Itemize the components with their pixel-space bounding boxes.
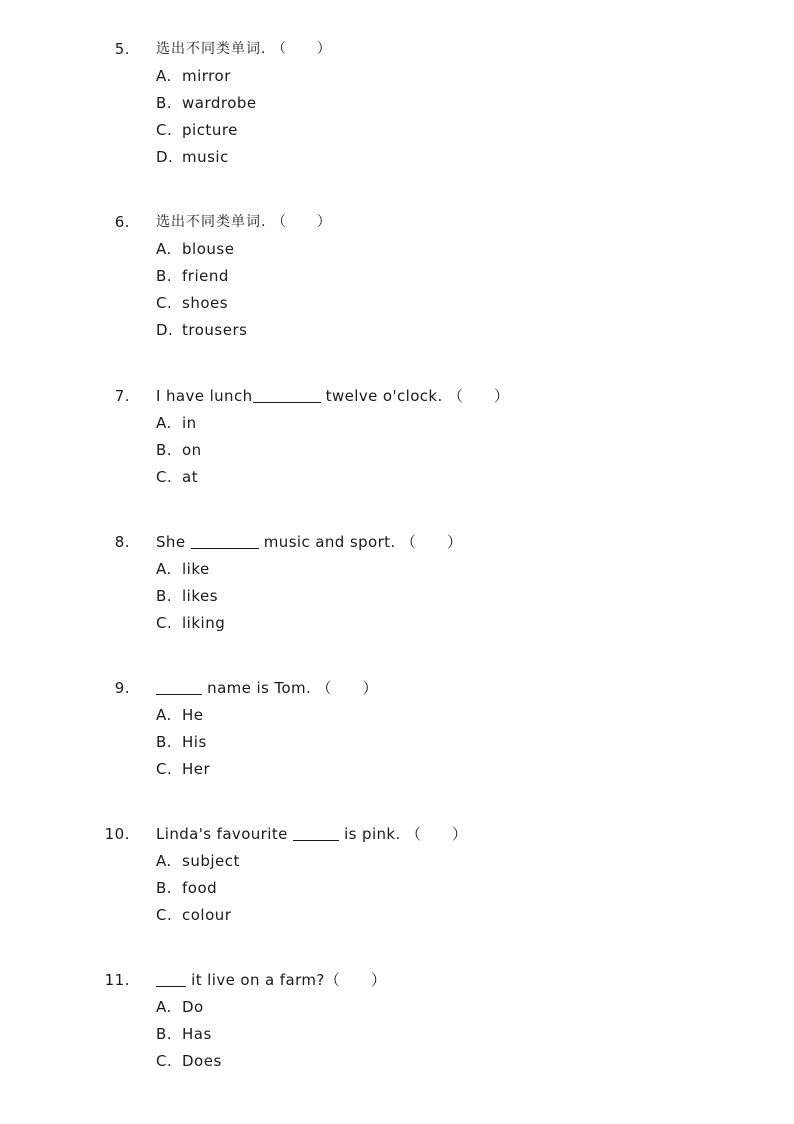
option-a[interactable] (0, 702, 794, 729)
option-letter: B. (156, 267, 173, 285)
option-letter: C. (156, 294, 173, 312)
option-text: mirror (182, 67, 231, 85)
prompt-text: 选出不同类单词. (156, 41, 267, 57)
option-a[interactable] (0, 848, 794, 875)
answer-parentheses[interactable]: （ ） (316, 679, 378, 697)
option-text: in (182, 414, 197, 432)
question-stem (0, 529, 794, 556)
question-stem (0, 383, 794, 410)
prompt-text-after: music and sport. (258, 533, 396, 551)
option-b[interactable] (0, 90, 794, 117)
option-letter: A. (156, 67, 172, 85)
question-number: 7. (114, 387, 130, 405)
option-a[interactable] (0, 994, 794, 1021)
option-text: picture (182, 121, 238, 139)
answer-parentheses[interactable]: （ ） (324, 971, 387, 989)
prompt-text: 选出不同类单词. (156, 214, 267, 230)
option-letter: B. (156, 587, 173, 605)
question-stem (0, 36, 794, 63)
answer-blank[interactable] (156, 679, 202, 695)
question-prompt (156, 675, 378, 702)
question-stem (0, 675, 794, 702)
option-c[interactable] (0, 1048, 794, 1075)
option-b[interactable] (0, 583, 794, 610)
question-prompt (156, 209, 332, 236)
option-letter: A. (156, 852, 172, 870)
option-letter: B. (156, 94, 173, 112)
option-letter: A. (156, 560, 172, 578)
option-b[interactable] (0, 1021, 794, 1048)
option-c[interactable] (0, 902, 794, 929)
question-prompt (156, 967, 386, 994)
option-letter: C. (156, 468, 173, 486)
question-number: 10. (104, 825, 130, 843)
question-11 (0, 967, 794, 1075)
prompt-text-before: I have lunch (156, 387, 253, 405)
option-letter: A. (156, 414, 172, 432)
option-a[interactable] (0, 236, 794, 263)
option-text: colour (182, 906, 232, 924)
option-d[interactable] (0, 144, 794, 171)
question-prompt (156, 821, 467, 848)
option-d[interactable] (0, 317, 794, 344)
option-a[interactable] (0, 410, 794, 437)
prompt-text-after: is pink. (338, 825, 401, 843)
option-text: Her (182, 760, 211, 778)
option-letter: B. (156, 879, 173, 897)
option-letter: B. (156, 1025, 173, 1043)
question-5 (0, 36, 794, 171)
option-text: blouse (182, 240, 235, 258)
answer-parentheses[interactable]: （ ） (405, 825, 468, 843)
prompt-text-before: Linda's favourite (156, 825, 293, 843)
answer-parentheses[interactable]: （ ） (271, 41, 332, 57)
option-text: on (182, 441, 202, 459)
option-text: music (182, 148, 229, 166)
option-text: subject (182, 852, 240, 870)
question-stem (0, 967, 794, 994)
question-prompt (156, 529, 462, 556)
answer-blank[interactable] (156, 971, 186, 987)
question-stem (0, 821, 794, 848)
question-stem (0, 209, 794, 236)
option-letter: B. (156, 733, 173, 751)
option-letter: C. (156, 760, 173, 778)
option-text: He (182, 706, 204, 724)
answer-parentheses[interactable]: （ ） (447, 387, 510, 405)
option-letter: A. (156, 240, 172, 258)
option-text: liking (182, 614, 226, 632)
option-c[interactable] (0, 290, 794, 317)
option-letter: D. (156, 148, 174, 166)
option-text: wardrobe (182, 94, 257, 112)
question-8 (0, 529, 794, 637)
option-b[interactable] (0, 437, 794, 464)
option-c[interactable] (0, 464, 794, 491)
option-text: like (182, 560, 210, 578)
prompt-text-after: it live on a farm? (186, 971, 325, 989)
prompt-text-before: She (156, 533, 191, 551)
option-letter: C. (156, 1052, 173, 1070)
question-9 (0, 675, 794, 783)
option-text: Has (182, 1025, 212, 1043)
option-letter: B. (156, 441, 173, 459)
answer-parentheses[interactable]: （ ） (400, 533, 463, 551)
option-text: Do (182, 998, 204, 1016)
question-number: 11. (104, 971, 130, 989)
option-b[interactable] (0, 729, 794, 756)
question-number: 9. (114, 679, 130, 697)
option-b[interactable] (0, 263, 794, 290)
prompt-text-after: name is Tom. (202, 679, 312, 697)
option-text: Does (182, 1052, 222, 1070)
option-text: His (182, 733, 207, 751)
option-text: likes (182, 587, 219, 605)
option-letter: C. (156, 614, 173, 632)
answer-parentheses[interactable]: （ ） (271, 214, 332, 230)
option-text: food (182, 879, 218, 897)
option-letter: A. (156, 998, 172, 1016)
answer-blank[interactable] (191, 533, 259, 549)
question-6 (0, 209, 794, 344)
answer-blank[interactable] (253, 387, 321, 403)
answer-blank[interactable] (293, 825, 339, 841)
question-10 (0, 821, 794, 929)
question-number: 5. (114, 40, 130, 58)
question-prompt (156, 383, 509, 410)
option-text: at (182, 468, 199, 486)
option-letter: C. (156, 121, 173, 139)
question-number: 6. (114, 213, 130, 231)
option-a[interactable] (0, 63, 794, 90)
option-letter: D. (156, 321, 174, 339)
option-letter: C. (156, 906, 173, 924)
option-text: trousers (182, 321, 248, 339)
question-prompt (156, 36, 332, 63)
option-a[interactable] (0, 556, 794, 583)
option-letter: A. (156, 706, 172, 724)
option-c[interactable] (0, 117, 794, 144)
option-c[interactable] (0, 756, 794, 783)
question-number: 8. (114, 533, 130, 551)
option-b[interactable] (0, 875, 794, 902)
option-text: shoes (182, 294, 229, 312)
prompt-text-after: twelve o'clock. (320, 387, 443, 405)
option-c[interactable] (0, 610, 794, 637)
option-text: friend (182, 267, 229, 285)
question-7 (0, 383, 794, 491)
